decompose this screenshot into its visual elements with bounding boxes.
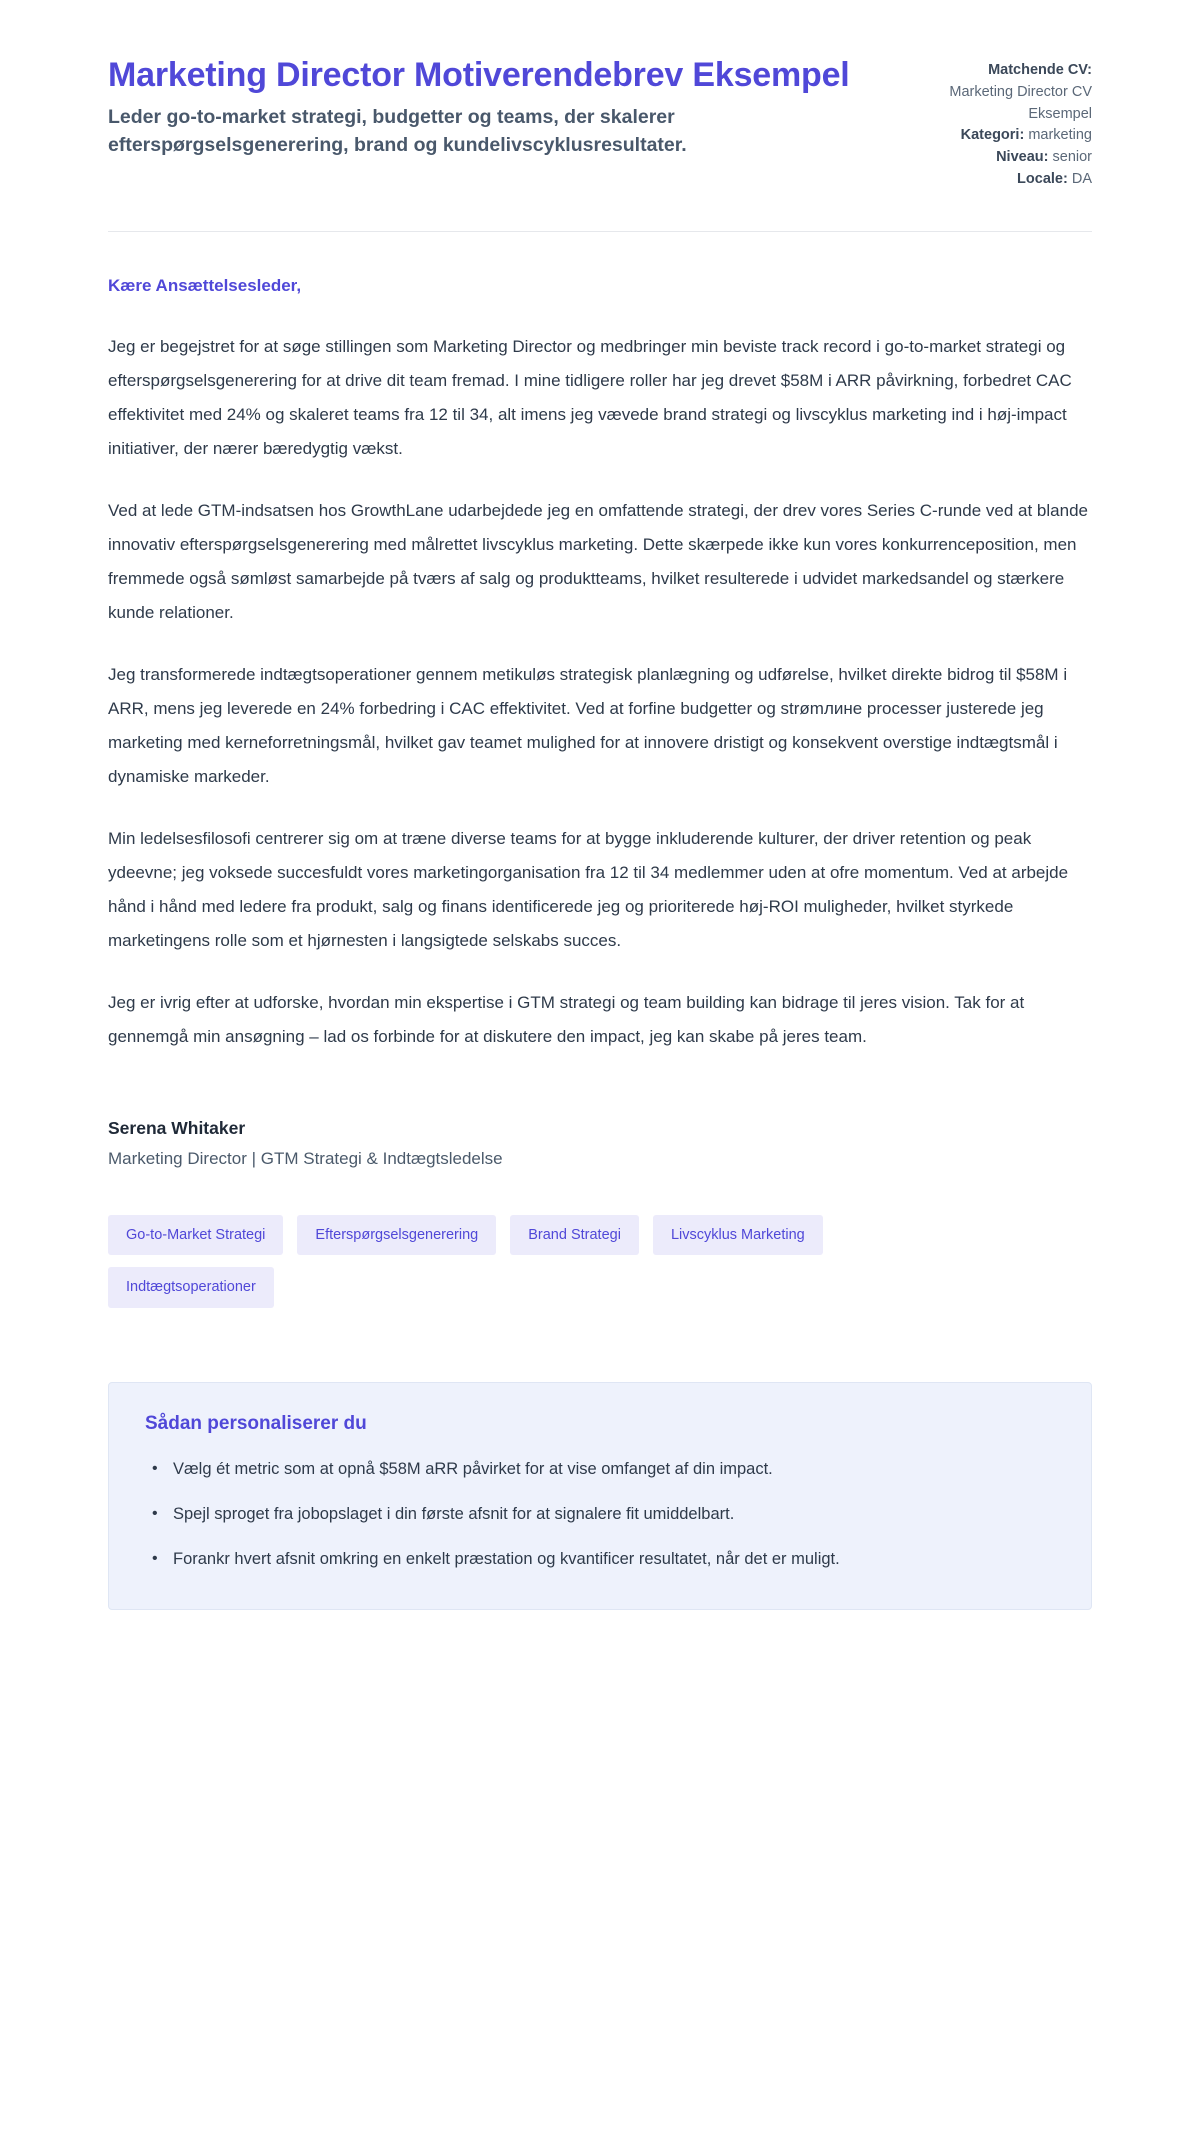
skill-tag[interactable]: Indtægtsoperationer xyxy=(108,1267,274,1308)
skill-tag[interactable]: Livscyklus Marketing xyxy=(653,1215,823,1256)
meta-locale xyxy=(902,169,1092,191)
signature-title: Marketing Director | GTM Strategi & Indtægtsledelse xyxy=(108,1148,503,1168)
letter-paragraph: Jeg transformerede indtægtsoperationer gennem metikuløs strategisk planlægning og udførelse, hvilket direkte bidrog til $58M i ARR, mens jeg leverede en 24% forbedring i CAC effektivitet. Ved at forfine budgetter og strømлине processer justerede jeg marketing med kerneforretningsmål, hvilket gav teamet mulighed for at innovere dristigt og konsekvent overstige indtægtsmål i dynamiske markeder. xyxy=(108,664,1068,786)
callout-list xyxy=(145,1455,1055,1575)
callout-list-item: • Forankr hvert afsnit omkring en enkelt præstation og kvantificer resultatet, når det er muligt. xyxy=(169,1545,1055,1574)
document-header xyxy=(108,54,1092,191)
signature-block xyxy=(108,1118,1092,1169)
page-subtitle: Leder go-to-market strategi, budgetter og teams, der skalerer efterspørgselsgenerering, brand og kundelivscyklusresultater. xyxy=(108,106,687,156)
signature-name: Serena Whitaker xyxy=(108,1117,246,1138)
letter-paragraph: Jeg er begejstret for at søge stillingen som Marketing Director og medbringer min beviste track record i go-to-market strategi og efterspørgselsgenerering for at drive dit team fremad. I mine tidligere roller har jeg drevet $58M i ARR påvirkning, forbedret CAC effektivitet med 24% og skaleret teams fra 12 til 34, alt imens jeg vævede brand strategi og livscyklus marketing ind i høj-impact initiativer, der nærer bæredygtig vækst. xyxy=(108,336,1072,458)
callout-title: Sådan personaliserer du xyxy=(145,1412,367,1434)
meta-category xyxy=(902,125,1092,147)
letter-paragraph: Ved at lede GTM-indsatsen hos GrowthLane udarbejdede jeg en omfattende strategi, der drev vores Series C-runde ved at blande innovativ efterspørgselsgenerering med målrettet livscyklus marketing. Dette skærpede ikke kun vores konkurrenceposition, men fremmede også sømløst samarbejde på tværs af salg og produktteams, hvilket resulterede i udvidet markedsandel og stærkere kunde relationer. xyxy=(108,500,1088,622)
letter-greeting: Kære Ansættelsesleder, xyxy=(108,275,302,295)
callout-list-item: • Spejl sproget fra jobopslaget i din første afsnit for at signalere fit umiddelbart. xyxy=(169,1500,1055,1529)
meta-locale-label: Locale: xyxy=(1017,170,1068,187)
meta-matching-cv-label: Matchende CV: xyxy=(988,62,1092,78)
letter-paragraph: Min ledelsesfilosofi centrerer sig om at træne diverse teams for at bygge inkluderende kulturer, der driver retention og peak ydeevne; jeg voksede succesfuldt vores marketingorganisation fra 12 til 34 medlemmer uden at ofre momentum. Ved at arbejde hånd i hånd med ledere fra produkt, salg og finans identificerede jeg og prioriterede høj-ROI muligheder, hvilket styrkede marketingens rolle som et hjørnesten i langsigtede selskabs succes. xyxy=(108,828,1069,950)
meta-level xyxy=(902,147,1092,169)
letter-paragraph: Jeg er ivrig efter at udforske, hvordan min ekspertise i GTM strategi og team building kan bidrage til jeres vision. Tak for at gennemgå min ansøgning – lad os forbinde for at diskutere den impact, jeg kan skabe på jeres team. xyxy=(108,992,1025,1046)
skill-tag[interactable]: Brand Strategi xyxy=(510,1215,639,1256)
meta-level-label: Niveau: xyxy=(996,149,1049,165)
personalization-callout xyxy=(108,1382,1092,1610)
callout-list-item: • Vælg ét metric som at opnå $58M aRR påvirket for at vise omfanget af din impact. xyxy=(169,1455,1055,1484)
header-left xyxy=(108,54,862,160)
page-title: Marketing Director Motiverendebrev Eksempel xyxy=(108,56,850,94)
document-metadata xyxy=(902,54,1092,191)
skill-tag-list xyxy=(108,1215,988,1308)
meta-category-value: marketing xyxy=(1028,127,1092,144)
meta-category-label: Kategori: xyxy=(960,127,1025,144)
meta-matching-cv xyxy=(902,60,1092,125)
letter-body xyxy=(108,232,1092,1054)
meta-locale-value: DA xyxy=(1071,170,1092,187)
skill-tag[interactable]: Go-to-Market Strategi xyxy=(108,1215,283,1256)
meta-matching-cv-value: Marketing Director CV Eksempel xyxy=(949,83,1092,122)
skill-tag[interactable]: Efterspørgselsgenerering xyxy=(297,1215,496,1256)
meta-level-value: senior xyxy=(1052,149,1092,165)
